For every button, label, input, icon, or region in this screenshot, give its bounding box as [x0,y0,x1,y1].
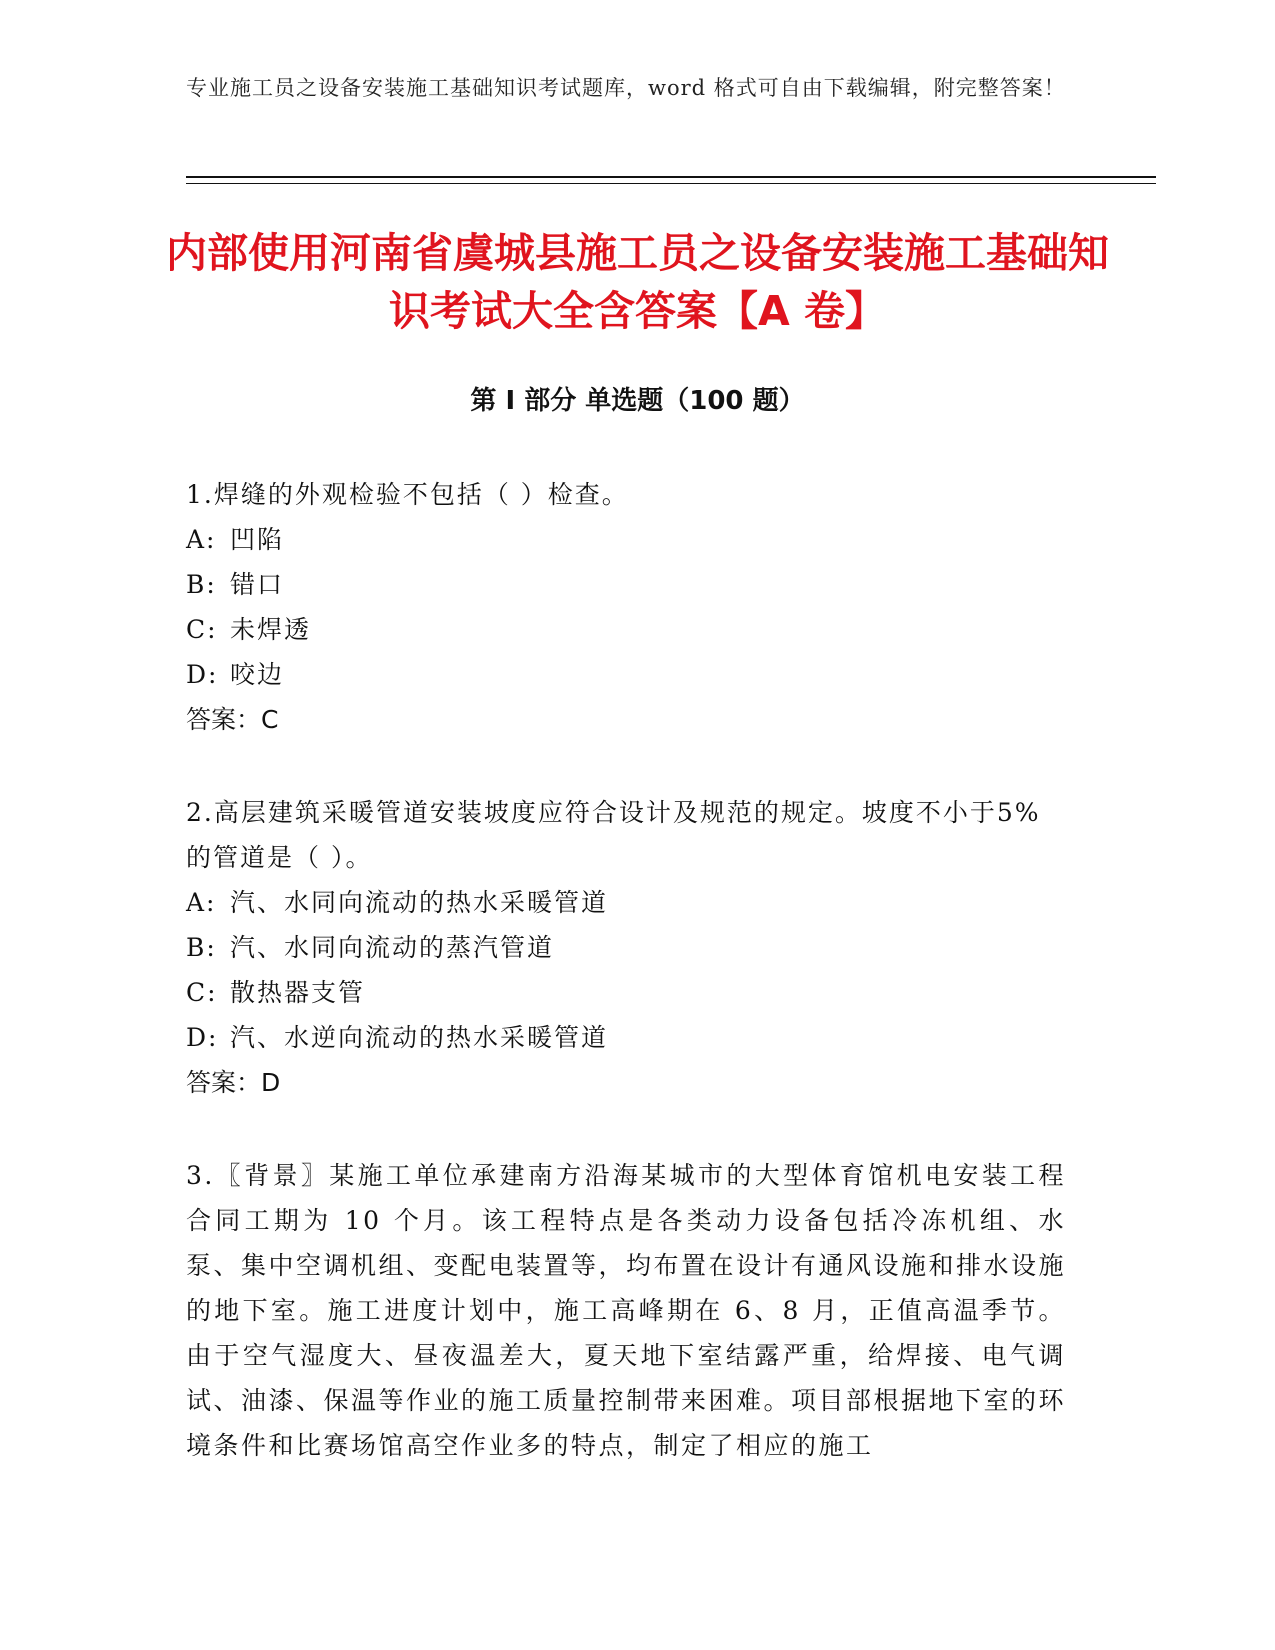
question-stem: 1.焊缝的外观检验不包括（ ）检查。 [186,480,629,509]
header-rule-thick [186,176,1156,178]
question-list [186,472,1066,1516]
option-letter: A: [186,525,217,554]
option-b [186,562,1066,607]
option-c [186,970,1066,1015]
option-letter: C: [186,978,218,1007]
option-d [186,652,1066,697]
option-text: 汽、水同向流动的热水采暖管道 [230,888,609,917]
question-stem: 2.高层建筑采暖管道安装坡度应符合设计及规范的规定。坡度不小于5%的管道是（ ）。 [186,798,1041,872]
answer: 答案：C [186,705,279,734]
option-d [186,1015,1066,1060]
option-a [186,517,1066,562]
option-b [186,925,1066,970]
document-title: 内部使用河南省虞城县施工员之设备安装施工基础知识考试大全含答案【A 卷】 [166,229,1109,335]
option-c [186,607,1066,652]
option-text: 汽、水同向流动的蒸汽管道 [230,933,555,962]
option-letter: C: [186,615,218,644]
option-letter: A: [186,888,217,917]
question-1 [186,472,1066,742]
question-2 [186,790,1066,1105]
option-text: 汽、水逆向流动的热水采暖管道 [230,1023,609,1052]
option-text: 咬边 [230,660,285,689]
header-note: 专业施工员之设备安装施工基础知识考试题库，word 格式可自由下载编辑，附完整答案！ [186,76,1066,100]
option-letter: B: [186,570,217,599]
option-letter: D: [186,1023,219,1052]
option-a [186,880,1066,925]
option-text: 凹陷 [230,525,285,554]
option-letter: B: [186,933,217,962]
option-text: 错口 [230,570,285,599]
option-text: 未焊透 [230,615,312,644]
question-stem: 3.〖背景〗某施工单位承建南方沿海某城市的大型体育馆机电安装工程合同工期为 10 个月。该工程特点是各类动力设备包括冷冻机组、水泵、集中空调机组、变配电装置等，均布置在设计有通风设施和排水设施的地下室。施工进度计划中，施工高峰期在 6、8 月，正值高温季节。由于空气湿度大、昼夜温差大，夏天地下室结露严重，给焊接、电气调试、油漆、保温等作业的施工质量控制带来困难。项目部根据地下室的环境条件和比赛场馆高空作业多的特点，制定了相应的施工 [186,1161,1067,1460]
option-text: 散热器支管 [230,978,366,1007]
section-title: 第 I 部分 单选题（100 题） [470,386,805,416]
answer: 答案：D [186,1068,281,1097]
header-rule-thin [186,183,1156,184]
option-letter: D: [186,660,219,689]
question-3 [186,1153,1066,1468]
